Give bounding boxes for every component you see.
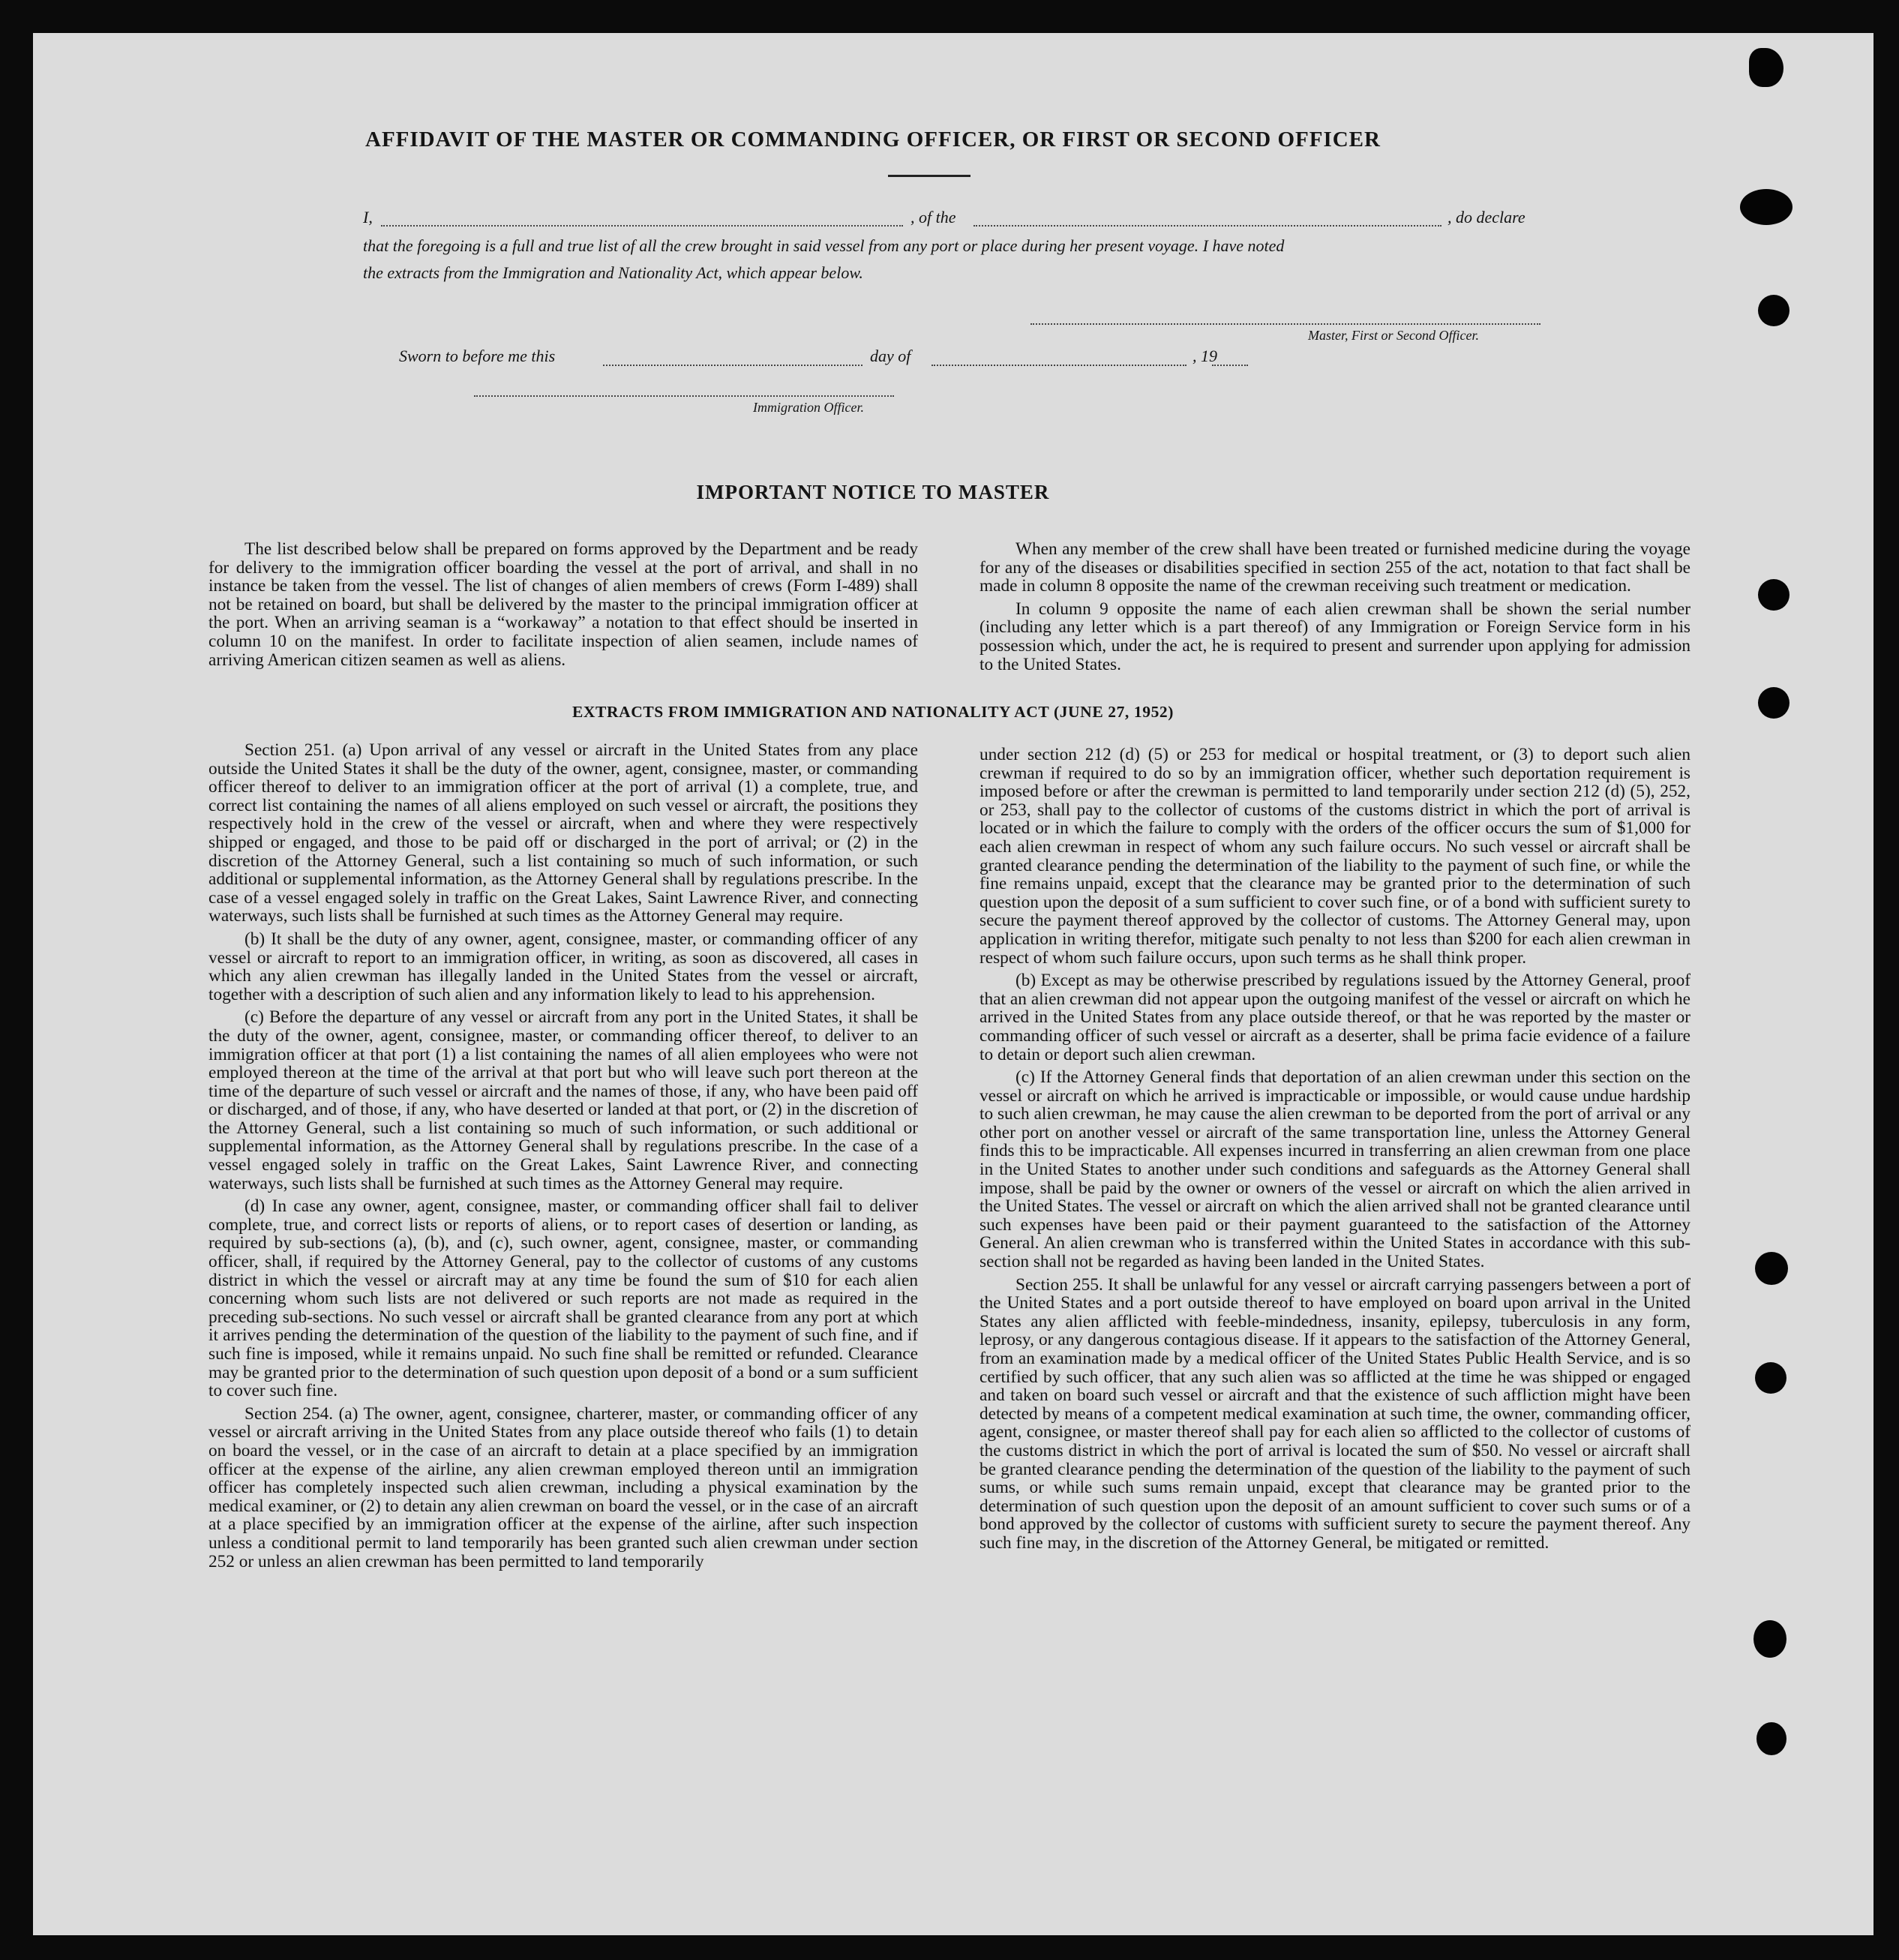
extracts-right-column xyxy=(980,746,1690,1553)
declaration-text: that the foregoing is a full and true list of all the crew brought in said vessel from any port or place during her present voyage. I have noted xyxy=(363,236,1285,255)
immigration-officer-label: Immigration Officer. xyxy=(753,400,864,415)
extracts-left-column xyxy=(208,741,918,1571)
section-paragraph: (b) Except as may be otherwise prescribed by regulations issued by the Attorney General, proof that an alien crewman did not appear upon the outgoing manifest of the vessel or aircraft on which he arrived in the United States from any place outside thereof, or that he was reported by the master or commanding officer of such vessel or aircraft as a deserter, shall be prima facie evidence of a failure to detain or deport such alien crewman. xyxy=(980,971,1690,1064)
section-paragraph: Section 254. (a) The owner, agent, consignee, charterer, master, or commanding officer of any vessel or aircraft arriving in the United States from any place outside thereof who fails (1) to detain on board the vessel, or in the case of an aircraft to detain at a place specified by an immigration officer at the expense of the airline, any alien crewman employed thereon until an immigration officer has completely inspected such alien crewman, including a physical examination by the medical examiner, or (2) to detain any alien crewman on board the vessel, or in the case of an aircraft at a place specified by an immigration officer at the expense of the airline, after such inspection unless a conditional permit to land temporarily has been granted such alien crewman under section 252 or unless an alien crewman has been permitted to land temporarily xyxy=(208,1403,918,1571)
master-signature-label: Master, First or Second Officer. xyxy=(1308,328,1479,343)
affidavit-title: AFFIDAVIT OF THE MASTER OR COMMANDING OFFICER, OR FIRST OR SECOND OFFICER xyxy=(365,128,1381,152)
notice-paragraph: The list described below shall be prepared on forms approved by the Department and be ready for delivery to the immigration officer boarding the vessel at the port of arrival, and shall in no instance be taken from the vessel. The list of changes of alien members of crews (Form I-489) shall not be retained on board, but shall be delivered by the master to the principal immigration officer at the port. When an arriving seaman is a “workaway” a notation to that effect should be inserted in column 10 on the manifest. In order to facilitate inspection of alien seamen, include names of arriving American citizen seamen as well as aliens. xyxy=(208,539,918,670)
declaration-text: the extracts from the Immigration and Nationality Act, which appear below. xyxy=(363,263,863,282)
extracts-title: EXTRACTS FROM IMMIGRATION AND NATIONALITY ACT (JUNE 27, 1952) xyxy=(572,703,1174,721)
document-page xyxy=(33,33,1874,1935)
sworn-month-blank xyxy=(932,365,1186,366)
vessel-blank xyxy=(974,225,1442,227)
declare-suffix: , do declare xyxy=(1448,208,1526,227)
master-signature-line xyxy=(1030,323,1540,325)
section-paragraph: (c) Before the departure of any vessel or aircraft from any port in the United States, it shall be the duty of the owner, agent, consignee, master, or commanding officer thereof, to deliver to an immigration officer at that port (1) a list containing the names of all alien employees who were not employed thereon at the time of the arrival at that port but who will leave such port thereon at the time of the departure of such vessel or aircraft and the names of those, if any, who have been paid off or discharged, and of those, if any, who have deserted or landed at that port, or (2) in the discretion of the Attorney General, such a list containing so much of such information, or such additional or supplemental information, as the Attorney General shall by regulations prescribe. In the case of a vessel engaged solely in traffic on the Great Lakes, Saint Lawrence River, and connecting waterways, such lists shall be furnished at such times as the Attorney General may require. xyxy=(208,1007,918,1193)
section-paragraph: Section 251. (a) Upon arrival of any vessel or aircraft in the United States from any place outside the United States it shall be the duty of the owner, agent, consignee, master, or commanding officer thereof to deliver to an immigration officer at the port of arrival (1) a complete, true, and correct list containing the names of all aliens employed on such vessel or aircraft, the positions they respectively hold in the crew of the vessel or aircraft, when and where they were respectively shipped or engaged, and those to be paid off or discharged in the port of arrival; or (2) in the discretion of the Attorney General, such a list containing so much of such information, or such additional or supplemental information, as the Attorney General shall by regulations prescribe. In the case of a vessel engaged solely in traffic on the Great Lakes, Saint Lawrence River, and connecting waterways, such lists shall be furnished at such times as the Attorney General may require. xyxy=(208,740,918,926)
punch-hole xyxy=(1749,48,1784,87)
section-paragraph: under section 212 (d) (5) or 253 for medical or hospital treatment, or (3) to deport such alien crewman if required to do so by an immigration officer, whether such deportation requirement is imposed before or after the crewman is permitted to land temporarily under section 212 (d) (5), 252, or 253, shall pay to the collector of customs of the customs district in which the port of arrival is located or in which the failure to comply with the orders of the officer occurs the sum of $1,000 for each alien crewman in respect of whom any such failure occurs. No such vessel or aircraft shall be granted clearance pending the determination of the liability to the payment of such fine, or while the fine remains unpaid, except that the clearance may be granted prior to the determination of such question upon the deposit of a sum sufficient to cover such fine, or of a bond with sufficient surety to secure the payment thereof approved by the collector of customs. The Attorney General may, upon application in writing therefor, mitigate such penalty to not less than $200 for each alien crewman in respect of whom such failure occurs, upon such terms as he shall think proper. xyxy=(980,745,1690,968)
sworn-date-blank xyxy=(603,365,862,366)
notice-right-column xyxy=(980,540,1690,674)
punch-hole xyxy=(1754,1620,1786,1658)
section-paragraph: (c) If the Attorney General finds that deportation of an alien crewman under this section on the vessel or aircraft on which he arrived is impracticable or impossible, or would cause undue hardship to such alien crewman, he may cause the alien crewman to be deported from the port of arrival or any other port on another vessel or aircraft of the same transportation line, unless the Attorney General finds this to be impracticable. All expenses incurred in transferring an alien crewman from one place in the United States to another under such conditions and safeguards as the Attorney General shall impose, shall be paid by the owner or owners of the vessel or aircraft on which the alien arrived in the United States. The vessel or aircraft on which the alien arrived shall not be granted clearance until such expenses have been paid or their payment guaranteed to the satisfaction of the Attorney General. An alien crewman who is transferred within the United States in accordance with this sub-section shall not be regarded as having been landed in the United States. xyxy=(980,1067,1690,1272)
section-paragraph: (d) In case any owner, agent, consignee, master, or commanding officer shall fail to deliver complete, true, and correct lists or reports of aliens, or to report cases of desertion or landing, as required by sub-sections (a), (b), and (c), such owner, agent, consignee, master, or commanding officer, shall, if required by the Attorney General, pay to the collector of customs of any customs district in which the vessel or aircraft may at any time be found the sum of $10 for each alien concerning whom such lists are not delivered or such reports are not made as required in the preceding sub-sections. No such vessel or aircraft shall be granted clearance from any port at which it arrives pending the determination of the question of the liability to the payment of such fine, and if such fine is imposed, while it remains unpaid. No such fine shall be remitted or refunded. Clearance may be granted prior to the determination of such question upon deposit of a bond or a sum sufficient to cover such fine. xyxy=(208,1196,918,1401)
punch-hole xyxy=(1758,579,1790,611)
section-paragraph: (b) It shall be the duty of any owner, agent, consignee, master, or commanding officer of any vessel or aircraft to report to an immigration officer, in writing, as soon as discovered, all cases in which any alien crewman has illegally landed in the United States from the vessel or aircraft, together with a description of such alien and any information likely to lead to his apprehension. xyxy=(208,929,918,1004)
punch-hole xyxy=(1756,1722,1786,1755)
punch-hole xyxy=(1758,687,1790,719)
punch-hole xyxy=(1755,1252,1788,1285)
notice-left-column xyxy=(208,540,918,669)
sworn-text: Sworn to before me this xyxy=(399,347,556,365)
punch-hole xyxy=(1755,1362,1786,1394)
sworn-day-of: day of xyxy=(870,347,911,365)
notice-title: IMPORTANT NOTICE TO MASTER xyxy=(696,481,1050,503)
declare-prefix: I, xyxy=(363,208,373,227)
punch-hole xyxy=(1758,295,1790,326)
title-divider xyxy=(888,175,970,177)
section-paragraph: Section 255. It shall be unlawful for any vessel or aircraft carrying passengers between a port of the United States and a port outside thereof to have employed on board upon arrival in the United States any alien afflicted with feeble-mindedness, insanity, epilepsy, tuberculosis in any form, leprosy, or any dangerous contagious disease. If it appears to the satisfaction of the Attorney General, from an examination made by a medical officer of the United States Public Health Service, and is so certified by such officer, that any such alien was so afflicted at the time he was shipped or engaged and taken on board such vessel or aircraft and that the existence of such affliction might have been detected by means of a competent medical examination at such time, the owner, commanding officer, agent, consignee, or master thereof shall pay for each alien so afflicted to the collector of customs of the customs district in which the port of arrival is located the sum of $50. No vessel or aircraft shall be granted clearance pending the determination of the question of the liability to the payment of such sums, or while such sums remain unpaid, except that clearance may be granted prior to the determination of such question upon the deposit of an amount sufficient to cover such sums or of a bond approved by the collector of customs with sufficient surety to secure the payment thereof. Any such fine may, in the discretion of the Attorney General, be mitigated or remitted. xyxy=(980,1274,1690,1553)
declare-of-the: , of the xyxy=(910,208,956,227)
immigration-officer-signature-line xyxy=(474,395,894,397)
notice-paragraph: In column 9 opposite the name of each alien crewman shall be shown the serial number (including any letter which is a part thereof) of any Immigration or Foreign Service form in his possession which, under the act, he is required to present and surrender upon applying for admission to the United States. xyxy=(980,599,1690,674)
punch-hole xyxy=(1740,189,1792,225)
name-blank xyxy=(381,225,903,227)
sworn-year: , 19 xyxy=(1192,347,1217,365)
notice-paragraph: When any member of the crew shall have been treated or furnished medicine during the voyage for any of the diseases or disabilities specified in section 255 of the act, notation to that fact shall be made in column 8 opposite the name of the crewman receiving such treatment or medication. xyxy=(980,539,1690,596)
sworn-year-blank xyxy=(1212,365,1248,366)
